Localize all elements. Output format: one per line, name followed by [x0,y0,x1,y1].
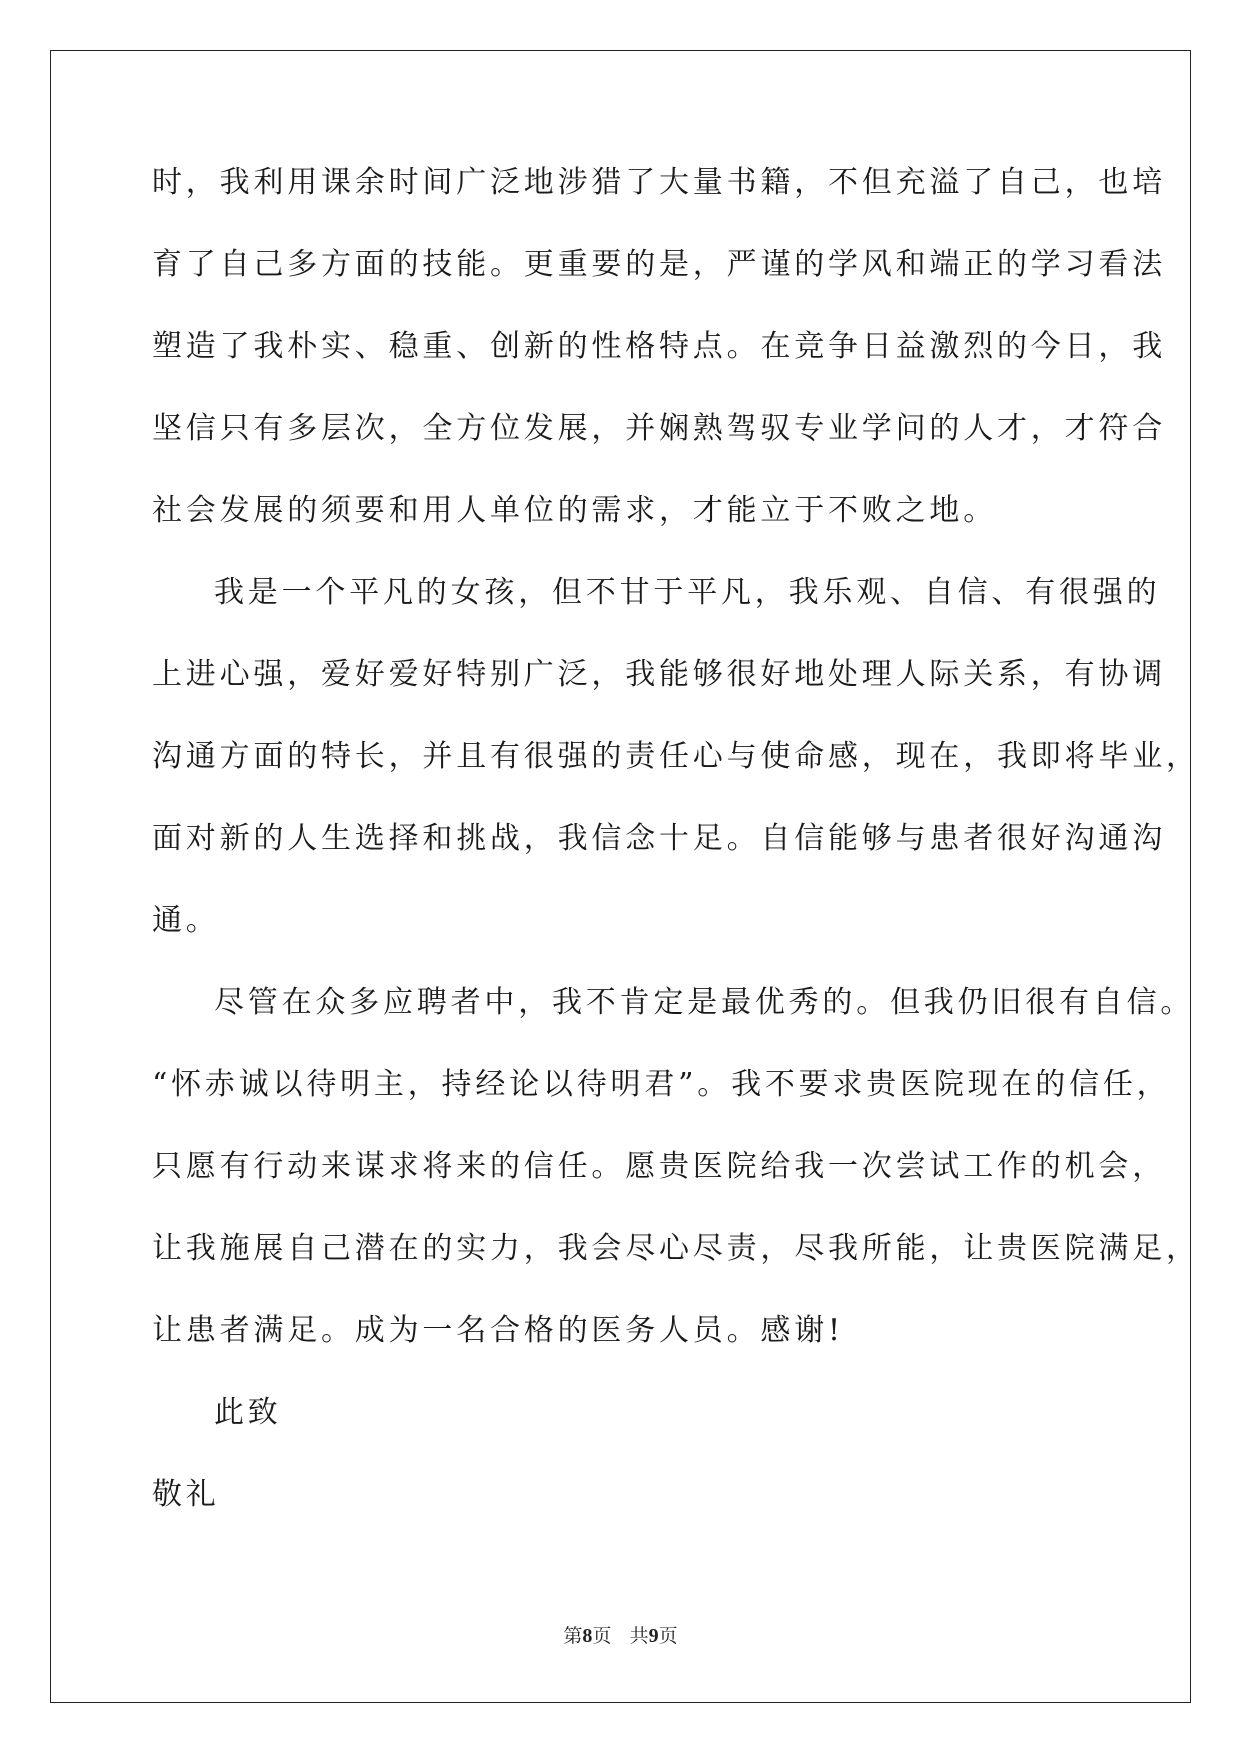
text-line: 沟通方面的特长，并且有很强的责任心与使命感，现在，我即将毕业， [152,739,1200,774]
footer-total-pages: 9 [648,1625,659,1647]
text-line: 时，我利用课余时间广泛地涉猎了大量书籍，不但充溢了自己，也培 [152,165,1166,200]
text-line: 育了自己多方面的技能。更重要的是，严谨的学风和端正的学习看法 [152,247,1166,282]
text-line: 我是一个平凡的女孩，但不甘于平凡，我乐观、自信、有很强的 [214,575,1161,610]
text-line: 社会发展的须要和用人单位的需求，才能立于不败之地。 [152,493,997,528]
footer-prefix: 第 [563,1625,583,1647]
text-line: 让患者满足。成为一名合格的医务人员。感谢! [152,1313,844,1348]
text-line: 面对新的人生选择和挑战，我信念十足。自信能够与患者很好沟通沟 [152,821,1166,856]
footer-page-number: 8 [582,1625,593,1647]
text-line: 上进心强，爱好爱好特别广泛，我能够很好地处理人际关系，有协调 [152,657,1166,692]
text-line: 坚信只有多层次，全方位发展，并娴熟驾驭专业学问的人才，才符合 [152,411,1166,446]
text-line: 让我施展自己潜在的实力，我会尽心尽责，尽我所能，让贵医院满足， [152,1231,1200,1266]
closing-salutation: 此致 [214,1395,282,1430]
footer-total-suffix: 页 [658,1625,678,1647]
page-footer [0,1624,1241,1648]
footer-total-prefix: 共 [629,1625,649,1647]
closing-regards: 敬礼 [152,1477,220,1512]
text-line: 只愿有行动来谋求将来的信任。愿贵医院给我一次尝试工作的机会， [152,1149,1166,1184]
page-border [50,50,1191,1703]
text-line: 通。 [152,903,220,938]
text-line: “怀赤诚以待明主，持经论以待明君”。我不要求贵医院现在的信任， [152,1067,1171,1102]
text-line: 塑造了我朴实、稳重、创新的性格特点。在竞争日益激烈的今日，我 [152,329,1166,364]
text-line: 尽管在众多应聘者中，我不肯定是最优秀的。但我仍旧很有自信。 [214,985,1195,1020]
footer-page-suffix: 页 [592,1625,612,1647]
